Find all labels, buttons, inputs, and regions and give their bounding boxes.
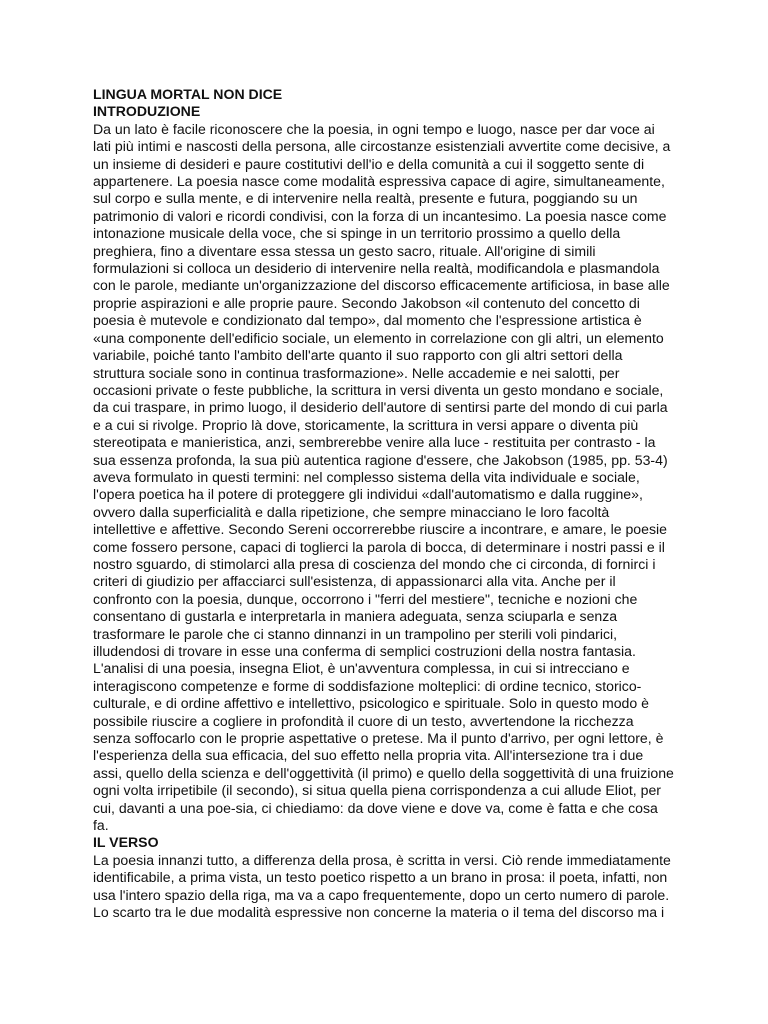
- document-page: [93, 86, 675, 922]
- document-title: LINGUA MORTAL NON DICE: [93, 86, 283, 102]
- body-paragraph: Da un lato è facile riconoscere che la poesia, in ogni tempo e luogo, nasce per dar voce ai lati più intimi e nascosti della persona, alle circostanze esistenziali avvertite come decisive, a un insieme di desideri e paure costitutivi dell'io e della comunità a cui il soggetto sente di appartenere. La poesia nasce come modalità espressiva capace di agire, simultaneamente, sul corpo e sulla mente, e di intervenire nella realtà, presente e futura, poggiando su un patrimonio di valori e ricordi condivisi, con la forza di un incantesimo. La poesia nasce come intonazione musicale della voce, che si spinge in un territorio prossimo a quello della preghiera, fino a diventare essa stessa un gesto sacro, rituale. All'origine di simili formulazioni si colloca un desiderio di intervenire nella realtà, modificandola e plasmandola con le parole, mediante un'organizzazione del discorso efficacemente artificiosa, in base alle proprie aspirazioni e alle proprie paure. Secondo Jakobson «il contenuto del concetto di poesia è mutevole e condizionato dal tempo», dal momento che l'espressione artistica è «una componente dell'edificio sociale, un elemento in correlazione con gli altri, un elemento variabile, poiché tanto l'ambito dell'arte quanto il suo rapporto con gli altri settori della struttura sociale sono in continua trasformazione». Nelle accademie e nei salotti, per occasioni private o feste pubbliche, la scrittura in versi diventa un gesto mondano e sociale, da cui traspare, in primo luogo, il desiderio dell'autore di sentirsi parte del mondo di cui parla e a cui si rivolge. Proprio là dove, storicamente, la scrittura in versi appare o diventa più stereotipata e manieristica, anzi, sembrerebbe venire alla luce - restituita per contrasto - la sua essenza profonda, la sua più autentica ragione d'essere, che Jakobson (1985, pp. 53-4) aveva formulato in questi termini: nel complesso sistema della vita individuale e sociale, l'opera poetica ha il potere di proteggere gli individui «dall'automatismo e dalla ruggine», ovvero dalla superficialità e dalla ripetizione, che sempre minacciano le loro facoltà intellettive e affettive. Secondo Sereni occorrerebbe riuscire a incontrare, e amare, le poesie come fossero persone, capaci di toglierci la parola di bocca, di determinare i nostri passi e il nostro sguardo, di stimolarci alla presa di coscienza del mondo che ci circonda, di fornirci i criteri di giudizio per affacciarci sull'esistenza, di appassionarci alla vita. Anche per il confronto con la poesia, dunque, occorrono i "ferri del mestiere", tecniche e nozioni che consentano di gustarla e interpretarla in maniera adeguata, senza sciuparla e senza trasformare le parole che ci stanno dinnanzi in un trampolino per sterili voli pindarici, illudendosi di trovare in esse una conferma di semplici costruzioni della nostra fantasia.: [93, 120, 671, 659]
- section-heading-introduzione: INTRODUZIONE: [93, 103, 201, 120]
- section-heading-il-verso: IL VERSO: [93, 834, 159, 851]
- body-paragraph: La poesia innanzi tutto, a differenza della prosa, è scritta in versi. Ciò rende immediatamente identificabile, a prima vista, un testo poetico rispetto a un brano in prosa: il poeta, infatti, non usa l'intero spazio della riga, ma va a capo frequentemente, dopo un certo numero di parole. Lo scarto tra le due modalità espressive non concerne la materia o il tema del discorso ma i: [93, 851, 671, 921]
- body-paragraph: L'analisi di una poesia, insegna Eliot, è un'avventura complessa, in cui si intrecciano e interagiscono competenze e forme di soddisfazione molteplici: di ordine tecnico, storico-culturale, e di ordine affettivo e intellettivo, psicologico e spirituale. Solo in questo modo è possibile riuscire a cogliere in profondità il cuore di un testo, avvertendone la ricchezza senza soffocarlo con le proprie aspettative o pretese. Ma il punto d'arrivo, per ogni lettore, è l'esperienza della sua efficacia, del suo effetto nella propria vita. All'intersezione tra i due assi, quello della scienza e dell'oggettività (il primo) e quello della soggettività di una fruizione ogni volta irripetibile (il secondo), si situa quella piena corrispondenza a cui allude Eliot, per cui, davanti a una poe-sia, ci chiediamo: da dove viene e dove va, come è fatta e che cosa fa.: [93, 660, 674, 834]
